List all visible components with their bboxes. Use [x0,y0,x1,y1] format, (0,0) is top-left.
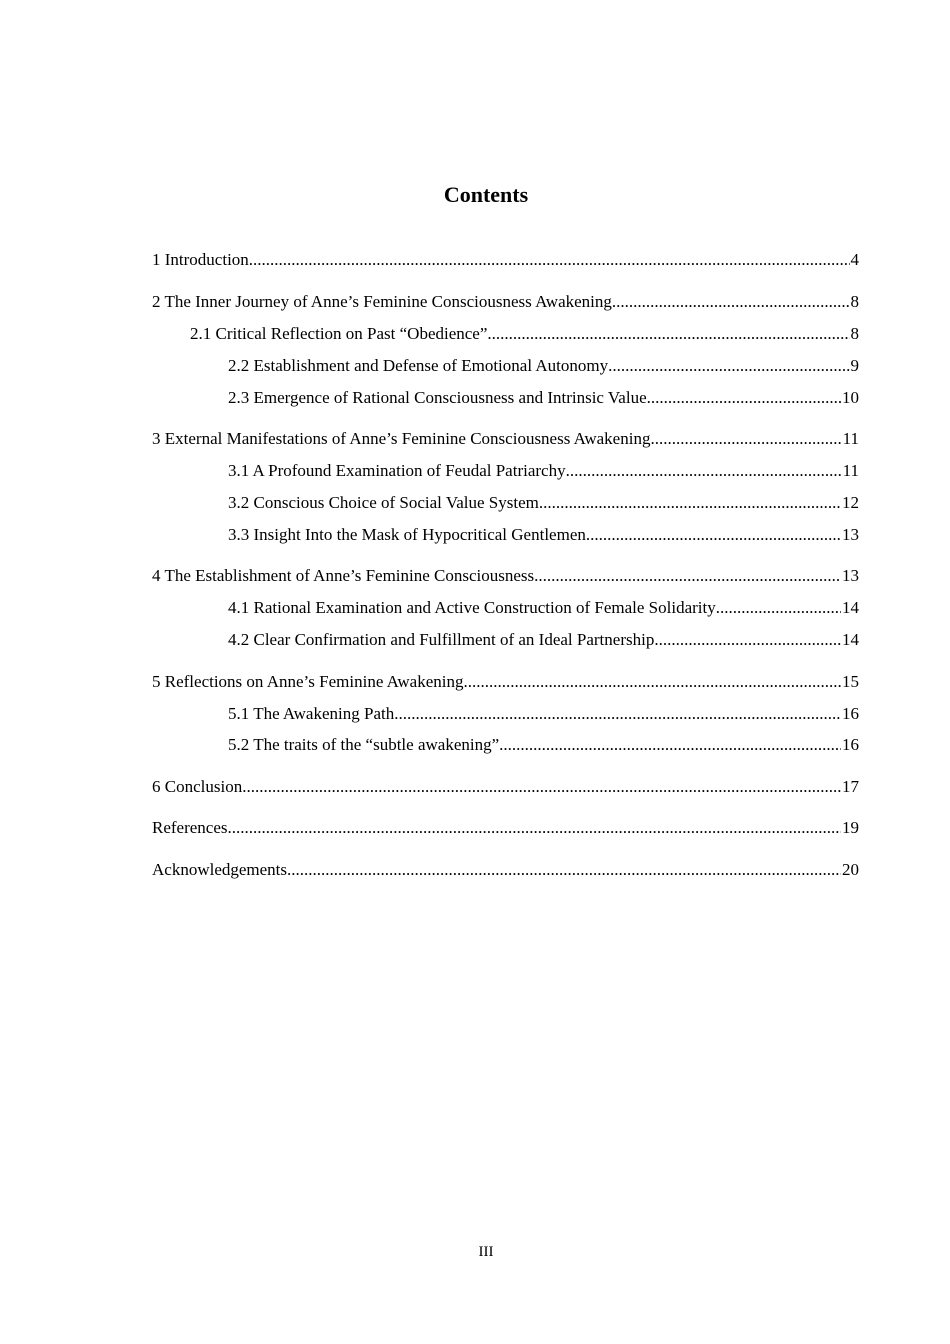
toc-entry-section-4-1[interactable] [228,596,859,620]
toc-leader [586,523,841,547]
toc-entry-page: 13 [842,525,859,544]
toc-entry-page: 16 [842,735,859,754]
toc-entry-chapter-3[interactable] [152,427,859,451]
toc-entry-text: 4 The Establishment of Anne’s Feminine Consciousness [152,566,535,585]
toc-entry-text: 2.3 Emergence of Rational Consciousness and Intrinsic Value [228,388,647,407]
toc-entry-text: 3 External Manifestations of Anne’s Feminine Consciousness Awakening [152,429,651,448]
toc-leader [650,427,841,451]
toc-entry-page: 20 [842,860,859,879]
toc-entry-text: 5 Reflections on Anne’s Feminine Awakening [152,672,464,691]
toc-entry-section-2-2[interactable] [228,354,859,378]
toc-leader [612,290,850,314]
toc-entry-page: 8 [850,324,859,343]
toc-entry-page: 16 [842,704,859,723]
toc-entry-chapter-4[interactable] [152,564,859,588]
toc-leader [566,459,842,483]
toc-leader [608,354,849,378]
toc-entry-section-5-2[interactable] [228,733,859,757]
toc-leader [539,491,841,515]
toc-leader [394,702,841,726]
toc-leader [654,628,841,652]
toc-entry-page: 14 [842,630,859,649]
toc-leader [287,858,841,882]
toc-leader [228,816,841,840]
toc-entry-introduction[interactable] [152,248,859,272]
toc-entry-page: 10 [842,388,859,407]
toc-entry-page: 12 [842,493,859,512]
toc-leader [463,670,841,694]
toc-entry-page: 4 [850,250,859,269]
toc-entry-references[interactable] [152,816,859,840]
toc-entry-text: Acknowledgements [152,860,288,879]
toc-leader [647,386,841,410]
toc-entry-section-3-2[interactable] [228,491,859,515]
toc-entry-text: 2.1 Critical Reflection on Past “Obedience” [190,324,488,343]
toc-entry-page: 9 [850,356,859,375]
toc-leader [499,733,841,757]
toc-leader [242,775,841,799]
toc-entry-page: 14 [842,598,859,617]
toc-entry-text: 3.1 A Profound Examination of Feudal Patriarchy [228,461,566,480]
toc-entry-section-3-1[interactable] [228,459,859,483]
toc-entry-page: 13 [842,566,859,585]
toc-entry-acknowledgements[interactable] [152,858,859,882]
toc-entry-text: 5.2 The traits of the “subtle awakening” [228,735,500,754]
toc-entry-text: 2.2 Establishment and Defense of Emotional Autonomy [228,356,609,375]
toc-entry-section-2-1[interactable] [190,322,859,346]
toc-entry-page: 8 [850,292,859,311]
toc-entry-conclusion[interactable] [152,775,859,799]
page-number: III [478,1244,494,1260]
toc-entry-page: 15 [842,672,859,691]
toc-entry-chapter-2[interactable] [152,290,859,314]
toc-entry-text: 3.3 Insight Into the Mask of Hypocritical Gentlemen [228,525,586,544]
toc-entry-text: 2 The Inner Journey of Anne’s Feminine Consciousness Awakening [152,292,612,311]
toc-leader [487,322,849,346]
toc-entry-section-4-2[interactable] [228,628,859,652]
toc-entry-page: 11 [842,461,859,480]
toc-entry-chapter-5[interactable] [152,670,859,694]
toc-leader [249,248,850,272]
toc-entry-text: 4.2 Clear Confirmation and Fulfillment of an Ideal Partnership [228,630,655,649]
toc-entry-section-2-3[interactable] [228,386,859,410]
toc-entry-text: 6 Conclusion [152,777,243,796]
toc-entry-page: 19 [842,818,859,837]
toc-leader [534,564,841,588]
toc-leader [716,596,841,620]
page-title: Contents [443,182,529,207]
toc-entry-page: 11 [842,429,859,448]
toc-entry-text: References [152,818,228,837]
toc-entry-text: 3.2 Conscious Choice of Social Value System [228,493,539,512]
toc-entry-text: 4.1 Rational Examination and Active Construction of Female Solidarity [228,598,716,617]
toc-entry-section-3-3[interactable] [228,523,859,547]
toc-entry-section-5-1[interactable] [228,702,859,726]
toc-entry-text: 1 Introduction [152,250,249,269]
toc-entry-page: 17 [842,777,859,796]
toc-entry-text: 5.1 The Awakening Path [228,704,395,723]
